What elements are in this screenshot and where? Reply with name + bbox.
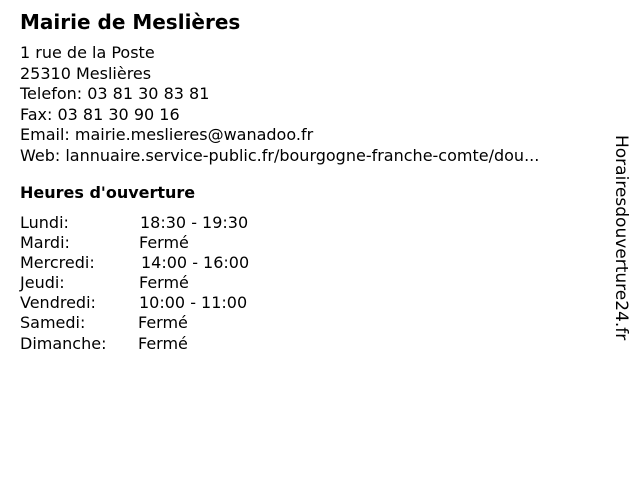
- email-address: Email: mairie.meslieres@wanadoo.fr: [20, 125, 314, 144]
- day-label: Lundi:: [20, 213, 69, 232]
- website-url: Web: lannuaire.service-public.fr/bourgogne-franche-comte/dou...: [20, 145, 540, 165]
- day-label: Mercredi:: [20, 253, 95, 273]
- phone-number: Telefon: 03 81 30 83 81: [20, 84, 210, 103]
- page-title: Mairie de Meslières: [20, 10, 241, 34]
- address-city: 25310 Meslières: [20, 63, 152, 83]
- time-value: Fermé: [139, 233, 189, 253]
- day-label: Vendredi:: [20, 293, 96, 313]
- time-value: 10:00 - 11:00: [139, 293, 248, 313]
- day-label: Samedi:: [20, 313, 86, 333]
- site-watermark: [601, 135, 640, 375]
- day-label: Dimanche:: [20, 333, 107, 353]
- opening-hours-heading: Heures d'ouverture: [20, 183, 196, 202]
- time-value: Fermé: [138, 333, 188, 353]
- time-value: 18:30 - 19:30: [140, 213, 249, 232]
- time-value: Fermé: [139, 273, 189, 293]
- contact-block: [20, 43, 539, 166]
- day-label: Mardi:: [20, 233, 70, 253]
- fax-number: Fax: 03 81 30 90 16: [20, 104, 180, 124]
- watermark-text: Horairesdouverture24.fr: [611, 135, 631, 341]
- time-value: Fermé: [138, 313, 188, 333]
- time-value: 14:00 - 16:00: [141, 253, 250, 273]
- address-street: 1 rue de la Poste: [20, 43, 155, 62]
- day-label: Jeudi:: [20, 273, 65, 293]
